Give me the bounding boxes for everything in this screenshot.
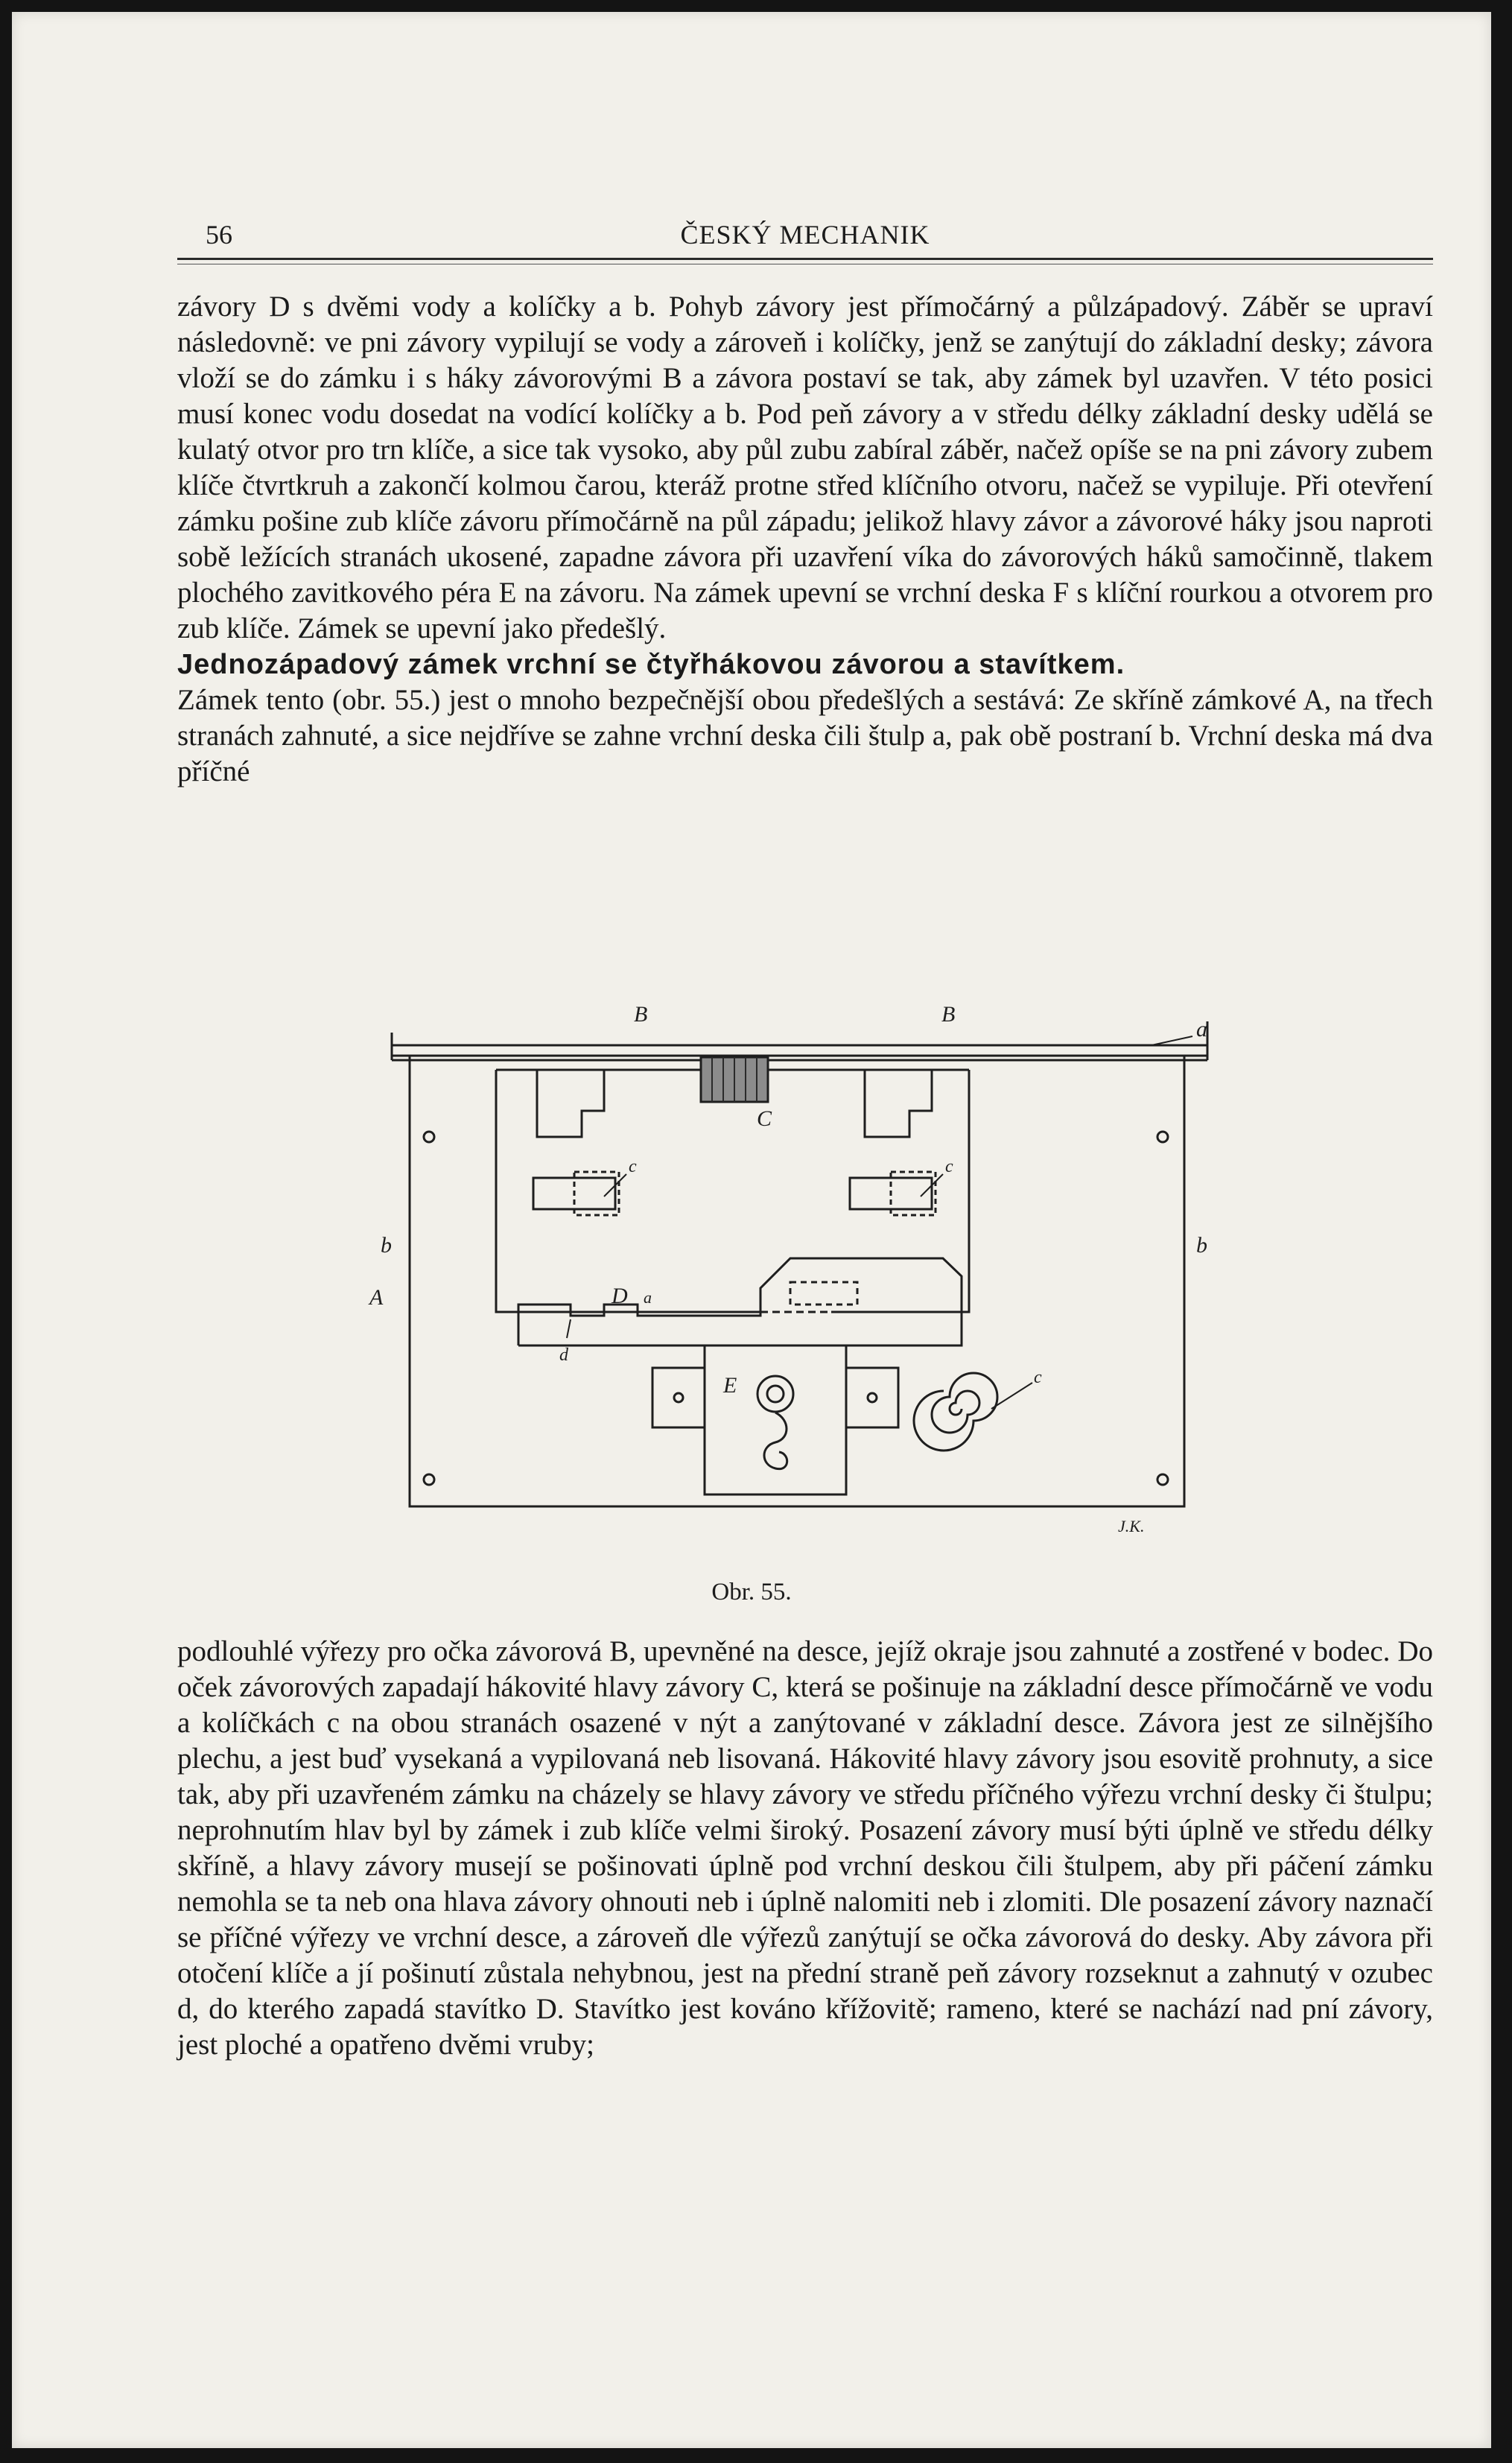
page-number: 56 <box>206 220 232 250</box>
side-block-left <box>652 1368 705 1427</box>
bolt-guide-right <box>831 1070 969 1312</box>
lock-diagram-svg <box>369 1002 1230 1562</box>
label-c-right: c <box>945 1157 953 1176</box>
center-post <box>701 1057 768 1102</box>
screw-hole-top-left <box>424 1132 434 1142</box>
screw-hole-top-right <box>1157 1132 1168 1142</box>
key-plate <box>705 1345 846 1494</box>
bolt-body <box>518 1258 962 1345</box>
keyhole <box>767 1386 784 1402</box>
label-a-small: a <box>644 1288 652 1307</box>
figure-caption: Obr. 55. <box>711 1579 792 1605</box>
rivet-left <box>674 1393 683 1402</box>
side-block-right <box>846 1368 898 1427</box>
label-c-spring: c <box>1034 1368 1042 1387</box>
label-c-left: c <box>629 1157 637 1176</box>
header-rule <box>177 258 1433 260</box>
paragraph-2: Zámek tento (obr. 55.) jest o mnoho bezpečnější obou předešlých a sestává: Ze skříně zámkové A, na třech stranách zahnuté, a sice nejdříve se zahne vrchní deska čili štulp a, pak obě postraní b. Vrchní deska má dva příčné <box>177 684 1433 787</box>
bolt-slot-dashed <box>790 1282 857 1305</box>
keyhole-ring <box>757 1376 793 1412</box>
leader-d <box>567 1319 571 1338</box>
figure-signature: J.K. <box>1118 1517 1145 1535</box>
body-text-upper <box>177 289 1433 790</box>
running-title: ČESKÝ MECHANIK <box>680 220 930 250</box>
lock-diagram <box>369 1002 1230 1562</box>
bolt-guide-left <box>496 1070 760 1312</box>
screw-hole-bottom-left <box>424 1474 434 1485</box>
running-head <box>177 212 1433 253</box>
scanned-page <box>12 12 1491 2448</box>
label-A: A <box>369 1285 384 1310</box>
paragraph-3: podlouhlé výřezy pro očka závorová B, upevněné na desce, jejíž okraje jsou zahnuté a zostřené v bodec. Do oček závorových zapadají hákovité hlavy závory C, která se pošinuje na základní desce přímočárně ve vodu a kolíčkách c na obou stranách osazené v nýt a zanýtované v základní desce. Závora jest ze silnějšího plechu, a jest buď vysekaná a vypilovaná neb lisovaná. Hákovité hlavy závory jsou esovitě prohnuty, a sice tak, aby při uzavřeném zámku na cházely se hlavy závory ve středu příčného výřezu vrchní desky či štulpu; neprohnutím hlav byl by zámek i zub klíče velmi široký. Posazení závory musí býti úplně ve středu délky skříně, a hlavy závory musejí se pošinovati úplně pod vrchní deskou čili štulpem, aby při páčení zámku nemohla se ta neb ona hlava závory ohnouti neb i úplně nalomiti neb i zlomiti. Dle posazení závory naznačí se příčné výřezy ve vrchní desce, a zároveň dle výřezů zanýtují se očka závorová do desky. Aby závora při otočení klíče a jí pošinutí zůstala nehybnou, jest na přední straně peň závory rozseknut a zahnutý v ozubec d, do kterého zapadá stavítko D. Stavítko jest kováno křížovitě; rameno, které se nachází nad pní závory, jest ploché a opatřeno dvěmi vruby; <box>177 1635 1433 2061</box>
label-b-right: b <box>1196 1233 1207 1258</box>
label-d: d <box>559 1345 568 1365</box>
label-b-left: b <box>381 1233 392 1258</box>
body-text-lower <box>177 1634 1433 2063</box>
screw-hole-bottom-right <box>1157 1474 1168 1485</box>
leader-a <box>1152 1036 1192 1045</box>
section-heading: Jednozápadový zámek vrchní se čtyřhákovou závorou a stavítkem. <box>177 649 1125 680</box>
label-a-top: a <box>1196 1017 1207 1042</box>
s-hook <box>764 1413 787 1469</box>
lock-case-outline <box>410 1056 1184 1506</box>
label-E: E <box>723 1373 737 1398</box>
paragraph-1: závory D s dvěmi vody a kolíčky a b. Pohyb závory jest přímočárný a půlzápadový. Záběr se upraví následovně: ve pni závory vypilují se vody a zároveň i kolíčky, jenž se zanýtují do základní desky; závora vloží se do zámku i s háky závorovými B a závora postaví se tak, aby zámek byl uzavřen. V této posici musí konec vodu dosedat na vodící kolíčky a b. Pod peň závory a v středu délky základní desky udělá se kulatý otvor pro trn klíče, a sice tak vysoko, aby půl zubu zabíral záběr, načež opíše se na pni závory zubem klíče čtvrtkruh a zakončí kolmou čarou, kteráž protne střed klíčního otvoru, načež se vypiluje. Při otevření zámku pošine zub klíče závoru přímočárně na půl západu; jelikož hlavy závor a závorové háky jsou naproti sobě ležících stranách ukosené, zapadne závora při uzavření víka do závorových háků samočinně, tlakem plochého zavitkového péra E na závoru. Na zámek upevní se vrchní deska F s klíční rourkou a otvorem pro zub klíče. Zámek se upevní jako předešlý. <box>177 291 1433 644</box>
label-D: D <box>612 1284 628 1308</box>
hook-housing-right <box>865 1070 932 1137</box>
rivet-right <box>868 1393 877 1402</box>
label-C: C <box>757 1106 772 1131</box>
label-B-right: B <box>941 1002 956 1027</box>
hook-housing-left <box>537 1070 604 1137</box>
label-B-left: B <box>634 1002 648 1027</box>
spiral-spring <box>914 1373 997 1451</box>
